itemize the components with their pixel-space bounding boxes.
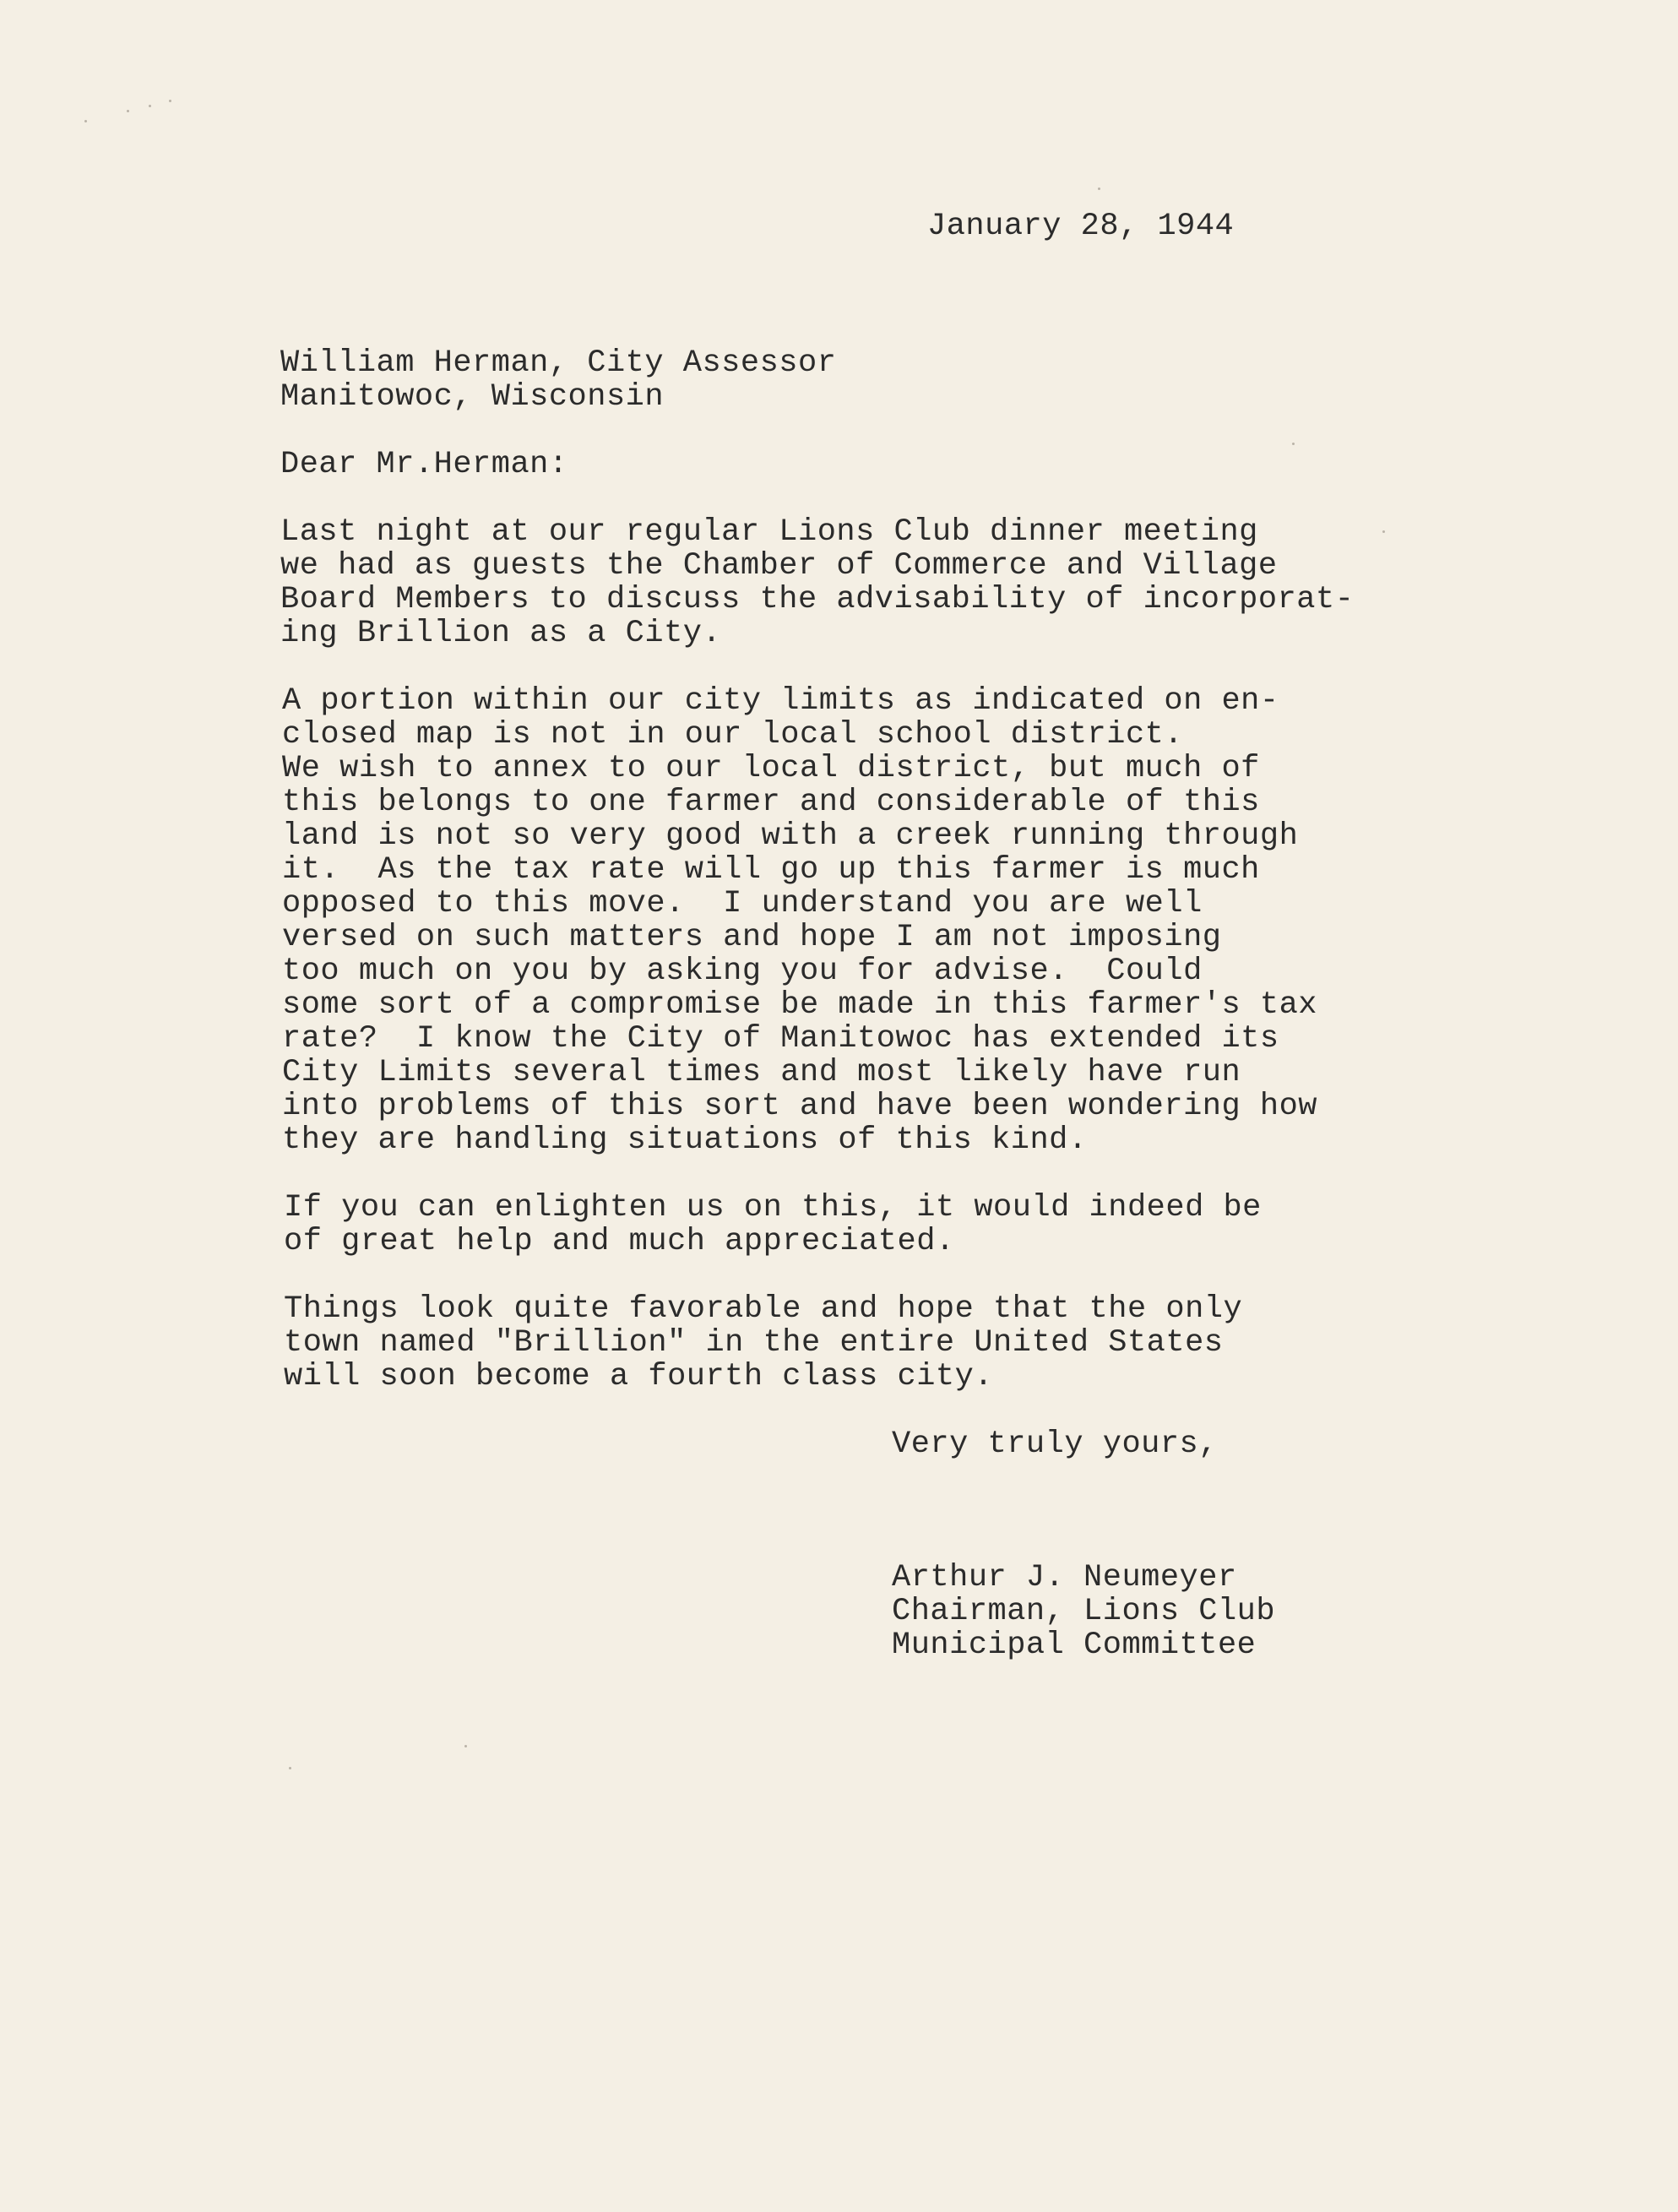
body-line: A portion within our city limits as indicated on en- [282,683,1279,719]
body-line: We wish to annex to our local district, but much of [282,751,1260,786]
closing: Very truly yours, [892,1427,1218,1462]
paper-speck [464,1745,467,1747]
body-line: too much on you by asking you for advise. Could [282,954,1203,989]
paper-speck [169,100,171,102]
letter-date: January 28, 1944 [927,209,1235,244]
paper-speck [127,110,129,112]
body-line: town named "Brillion" in the entire United States [284,1325,1224,1361]
paper-speck [1292,443,1295,445]
body-line: ing Brillion as a City. [280,616,722,651]
body-line: Things look quite favorable and hope that the only [284,1291,1243,1327]
body-line: Last night at our regular Lions Club dinner meeting [280,514,1258,550]
signature-title: Municipal Committee [892,1628,1257,1663]
body-line: will soon become a fourth class city. [284,1359,994,1394]
body-line: they are handling situations of this kind. [282,1122,1088,1158]
body-line: opposed to this move. I understand you are well [282,886,1203,921]
body-line: If you can enlighten us on this, it would indeed be [284,1190,1262,1226]
body-line: Board Members to discuss the advisability of incorporat- [280,582,1355,617]
body-line: into problems of this sort and have been wondering how [282,1089,1317,1124]
body-line: versed on such matters and hope I am not imposing [282,920,1222,955]
body-line: this belongs to one farmer and considerable of this [282,785,1260,820]
paper-speck [1382,530,1385,533]
body-line: some sort of a compromise be made in this farmer's tax [282,987,1317,1023]
body-line: closed map is not in our local school district. [282,717,1184,753]
paper-speck [289,1767,291,1769]
body-line: land is not so very good with a creek running through [282,818,1299,854]
body-line: it. As the tax rate will go up this farmer is much [282,852,1260,888]
paper-speck [149,105,151,107]
recipient-line: William Herman, City Assessor [280,345,837,381]
body-line: rate? I know the City of Manitowoc has extended its [282,1021,1279,1057]
body-line: City Limits several times and most likely have run [282,1055,1241,1090]
body-line: we had as guests the Chamber of Commerce and Village [280,548,1278,584]
signature-title: Chairman, Lions Club [892,1594,1276,1629]
body-line: of great help and much appreciated. [284,1224,955,1259]
recipient-line: Manitowoc, Wisconsin [280,379,665,415]
signature-name: Arthur J. Neumeyer [892,1560,1237,1595]
paper-speck [1098,188,1100,190]
paper-speck [84,120,87,122]
salutation: Dear Mr.Herman: [280,447,568,482]
